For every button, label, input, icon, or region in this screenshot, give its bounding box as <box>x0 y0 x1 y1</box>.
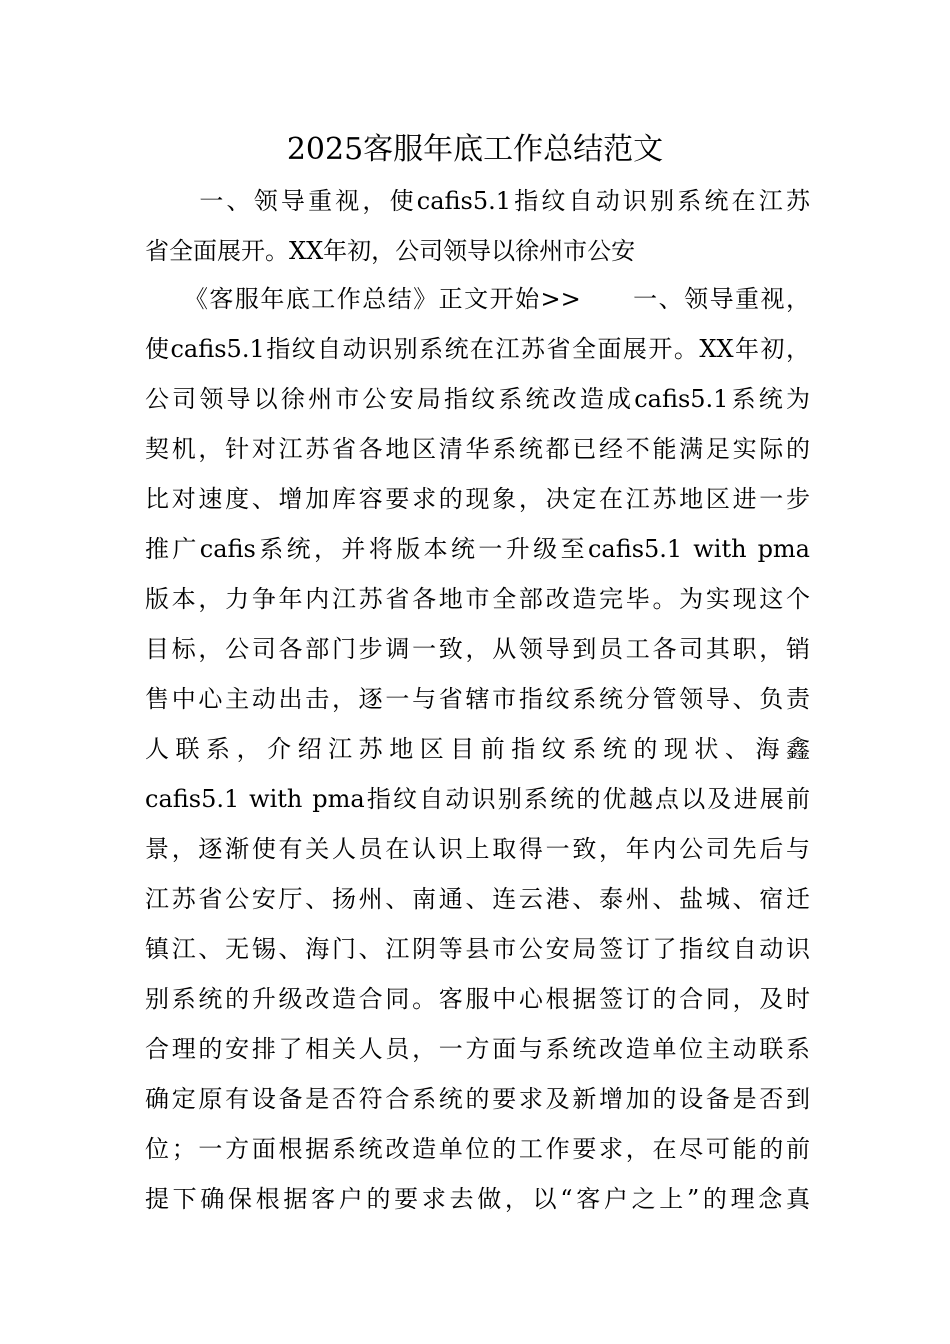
paragraph-line: 《客服年底工作总结》正文开始>> 一、领导重视， <box>145 285 810 313</box>
paragraph-line: 景，逐渐使有关人员在认识上取得一致，年内公司先后与 <box>145 835 810 863</box>
paragraph-line: 售中心主动出击，逐一与省辖市指纹系统分管领导、负责 <box>145 685 810 713</box>
paragraph-line: 别系统的升级改造合同。客服中心根据签订的合同，及时 <box>145 985 810 1013</box>
paragraph-2 <box>145 274 810 1224</box>
paragraph-line: 版本，力争年内江苏省各地市全部改造完毕。为实现这个 <box>145 585 810 613</box>
paragraph-1 <box>145 176 810 276</box>
paragraph-line: 推广cafis系统，并将版本统一升级至cafis5.1 with pma <box>145 535 810 563</box>
document-title: 2025客服年底工作总结范文 <box>286 132 664 167</box>
paragraph-line: 公司领导以徐州市公安局指纹系统改造成cafis5.1系统为 <box>145 385 810 413</box>
paragraph-line: 使cafis5.1指纹自动识别系统在江苏省全面展开。XX年初， <box>145 335 810 363</box>
paragraph-line: 提下确保根据客户的要求去做，以“客户之上”的理念真 <box>145 1185 810 1213</box>
paragraph-line: 镇江、无锡、海门、江阴等县市公安局签订了指纹自动识 <box>145 935 810 963</box>
paragraph-line: 省全面展开。XX年初，公司领导以徐州市公安 <box>145 237 636 265</box>
paragraph-line: 江苏省公安厅、扬州、南通、连云港、泰州、盐城、宿迁 <box>145 885 810 913</box>
paragraph-line: 位；一方面根据系统改造单位的工作要求，在尽可能的前 <box>145 1135 810 1163</box>
paragraph-line: cafis5.1 with pma指纹自动识别系统的优越点以及进展前 <box>145 785 810 813</box>
paragraph-line: 确定原有设备是否符合系统的要求及新增加的设备是否到 <box>145 1085 810 1113</box>
paragraph-line: 合理的安排了相关人员，一方面与系统改造单位主动联系 <box>145 1035 810 1063</box>
paragraph-line: 比对速度、增加库容要求的现象，决定在江苏地区进一步 <box>145 485 810 513</box>
paragraph-line: 契机，针对江苏省各地区清华系统都已经不能满足实际的 <box>145 435 810 463</box>
paragraph-line: 人联系，介绍江苏地区目前指纹系统的现状、海鑫 <box>145 735 810 763</box>
paragraph-line: 一、领导重视，使cafis5.1指纹自动识别系统在江苏 <box>145 187 810 215</box>
paragraph-line: 目标，公司各部门步调一致，从领导到员工各司其职，销 <box>145 635 810 663</box>
